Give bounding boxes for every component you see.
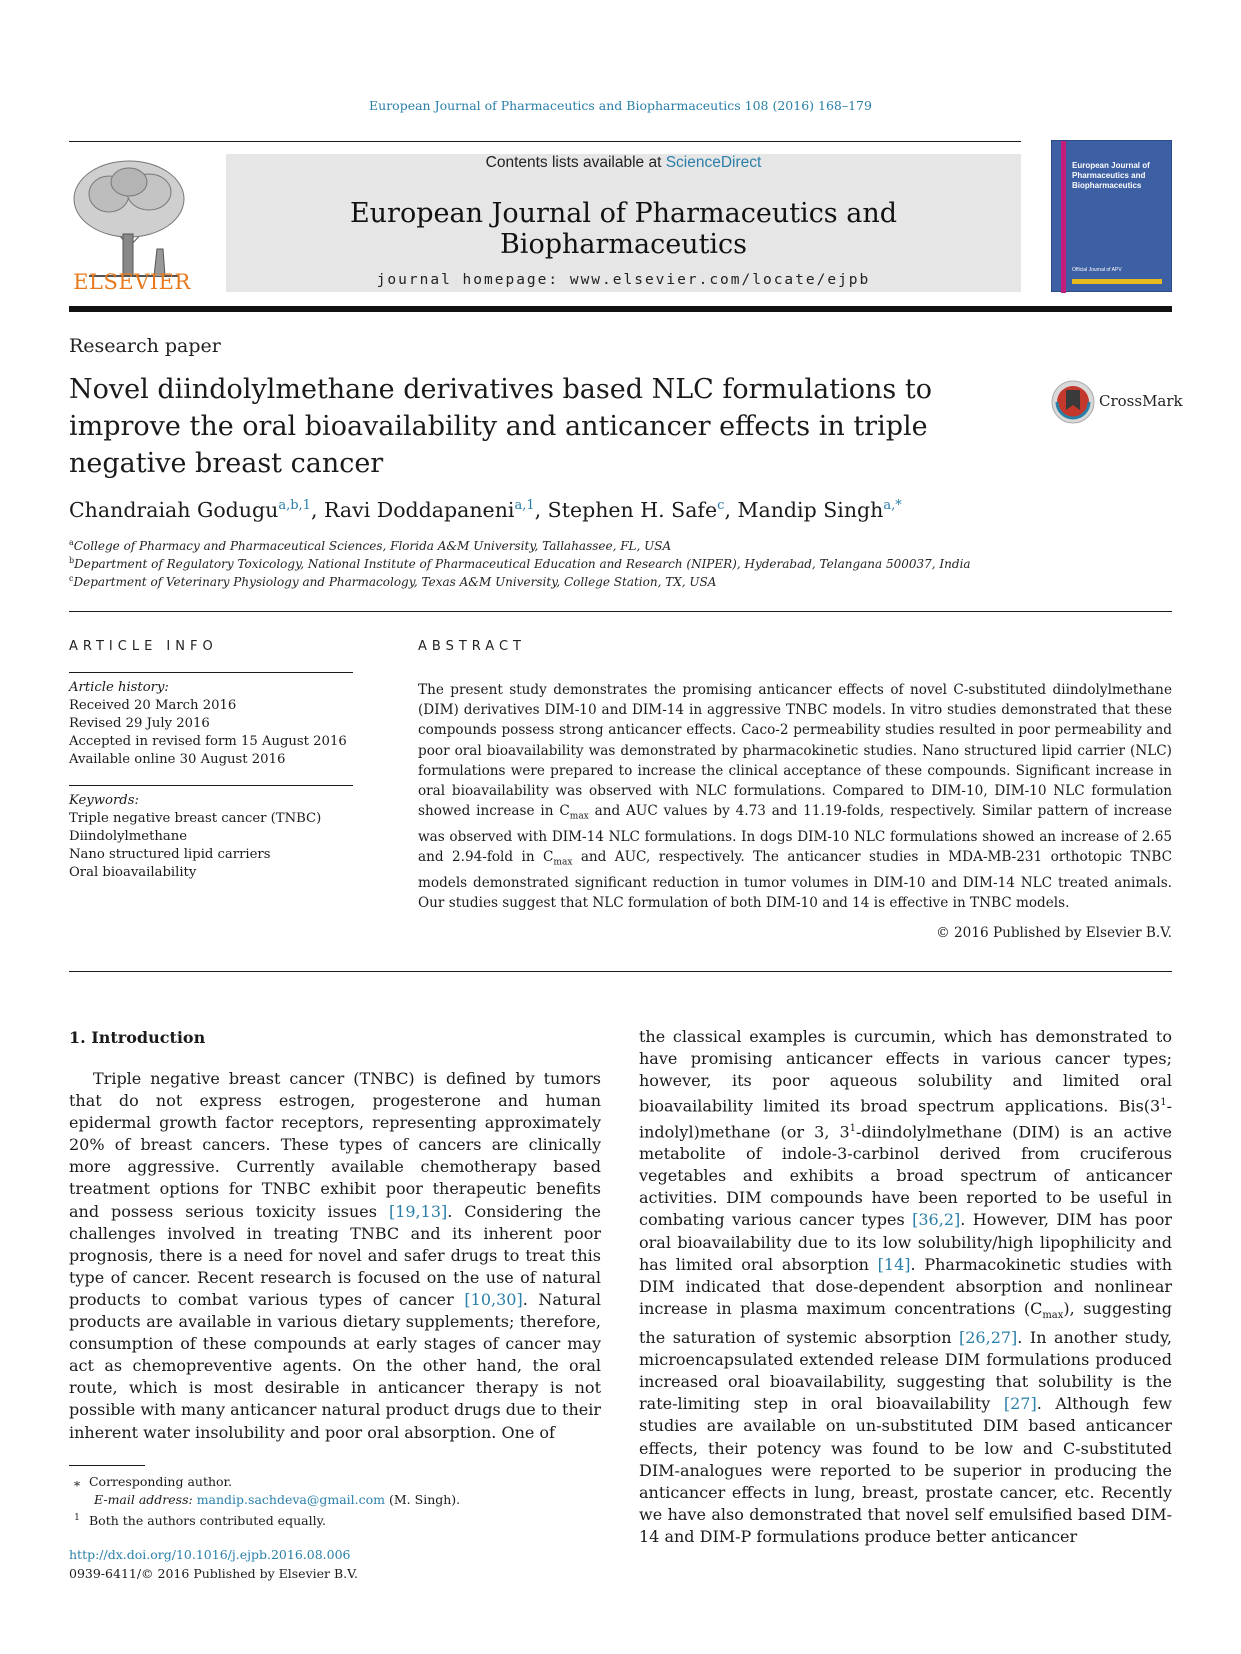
intro-text: . Although few studies are available on un-substituted DIM based anticancer effects, their potency was found to be low and C-substituted DIM-analogues were reported to be superior in producing the anticancer effects in lung, breast, prostate cancer, etc. Recently we have also demonstrated that novel self emulsified based DIM-14 and DIM-P formulations produce better anticancer — [639, 1394, 1172, 1546]
footnote-equal — [69, 1509, 326, 1530]
header-rule — [69, 141, 1021, 142]
affiliation — [69, 556, 971, 571]
contents-prefix: Contents lists available at — [485, 154, 666, 171]
author-affiliation-link[interactable]: a,1 — [514, 498, 535, 514]
intro-subscript: max — [1042, 1309, 1064, 1321]
intro-text: . Considering the challenges involved in treating TNBC and its inherent poor prognosis, there is a need for novel and safer drugs to treat this type of cancer. Recent research is focused on the use of natural products to combat various types of cancer — [69, 1201, 601, 1309]
intro-superscript: 1 — [849, 1122, 857, 1134]
keyword: Triple negative breast cancer (TNBC) — [69, 811, 322, 826]
affiliation-text: Department of Veterinary Physiology and Pharmacology, Texas A&M University, College Station, TX, USA — [73, 575, 717, 589]
contents-line — [226, 154, 1021, 172]
author-name: Mandip Singh — [737, 498, 884, 522]
abstract-part: The present study demonstrates the promising anticancer effects of novel C-substituted diindolylmethane (DIM) derivatives DIM-10 and DIM-14 in aggressive TNBC models. In vitro studies demonstrated that these compounds possess strong anticancer effects. Caco-2 permeability studies resulted in poor permeability and poor oral bioavailability was demonstrated by pharmacokinetic studies. Nano structured lipid carrier (NLC) formulations were prepared to increase the clinical acceptance of these compounds. Significant increase in oral bioavailability was observed with NLC formulations. Compared to DIM-10, DIM-10 NLC formulation showed increase in C — [418, 682, 1172, 820]
intro-text: . Pharmacokinetic studies with DIM indicated that dose-dependent absorption and nonlinear increase in plasma maximum concentrations (C — [639, 1254, 1173, 1318]
abstract-text — [418, 680, 1172, 914]
intro-text: ), suggesting the saturation of systemic absorption — [639, 1298, 1172, 1348]
affiliation-mark: b — [69, 556, 75, 565]
footnote-mark: 1 — [74, 1513, 80, 1523]
intro-superscript: 1 — [1160, 1097, 1167, 1109]
article-info-rule — [69, 672, 353, 673]
sciencedirect-link[interactable]: ScienceDirect — [665, 154, 762, 171]
crossmark-icon[interactable] — [1051, 380, 1095, 424]
intro-paragraph — [639, 1026, 1172, 1548]
footnote-mark: ⁎ — [73, 1474, 81, 1489]
affiliation — [69, 574, 716, 589]
citation-link[interactable]: [19,13] — [388, 1201, 448, 1221]
history-label: Article history: — [69, 680, 169, 695]
email-label: E-mail address: — [94, 1492, 197, 1507]
citation-link[interactable]: [27] — [1003, 1394, 1037, 1414]
intro-text: the classical examples is curcumin, which has demonstrated to have promising anticancer effects in various cancer types; however, its poor aqueous solubility and limited oral bioavailability limited its broad spectrum applications. Bis(3 — [639, 1027, 1172, 1116]
citation-link[interactable]: [26,27] — [959, 1328, 1018, 1348]
cover-bar — [1072, 279, 1162, 284]
author-affiliation-link[interactable]: a,b,1 — [278, 498, 311, 514]
author-name: Ravi Doddapaneni — [323, 498, 515, 522]
abstract-heading: ABSTRACT — [418, 639, 526, 654]
intro-column-left — [69, 1068, 601, 1444]
journal-cover-thumbnail[interactable] — [1051, 140, 1172, 292]
affiliation-mark: c — [69, 574, 74, 583]
abstract-copyright: © 2016 Published by Elsevier B.V. — [936, 925, 1172, 941]
article-info-heading: ARTICLE INFO — [69, 639, 218, 654]
author-separator: , — [534, 498, 548, 522]
citation-link[interactable]: [10,30] — [464, 1289, 523, 1309]
section-rule — [69, 971, 1172, 972]
affiliation-text: Department of Regulatory Toxicology, National Institute of Pharmaceutical Education and Research (NIPER), Hyderabad, Telangana 500037, India — [74, 557, 971, 571]
abstract-subscript: max — [553, 858, 573, 869]
abstract-part: and AUC values by 4.73 and 11.19-folds, respectively. Similar pattern of increase was observed with DIM-14 NLC formulations. In dogs DIM-10 NLC formulations showed an increase of 2.65 and 2.94-fold in C — [418, 803, 1172, 866]
cover-stripe — [1061, 141, 1066, 293]
author-separator: , — [724, 498, 738, 522]
keyword: Diindolylmethane — [69, 829, 188, 844]
issn-line: 0939-6411/© 2016 Published by Elsevier B.V. — [69, 1566, 358, 1581]
intro-column-right — [639, 1026, 1172, 1548]
affiliation — [69, 538, 671, 553]
elsevier-wordmark: ELSEVIER — [73, 270, 191, 294]
abstract-subscript: max — [569, 811, 589, 822]
intro-text: -indolyl)methane (or 3, 3 — [639, 1096, 1172, 1142]
author-list — [69, 498, 902, 522]
section-rule — [69, 611, 1172, 612]
author-affiliation-link[interactable]: c — [717, 498, 725, 514]
title-line: improve the oral bioavailability and anticancer effects in triple — [69, 411, 928, 442]
header-thick-rule — [69, 306, 1172, 312]
intro-text: -diindolylmethane (DIM) is an active metabolite of indole-3-carbinol derived from cruciferous vegetables and exhibits a broad spectrum of anticancer activities. DIM compounds have been reported to be useful in combating various cancer types — [639, 1122, 1172, 1230]
affiliation-text: College of Pharmacy and Pharmaceutical Sciences, Florida A&M University, Tallahassee, FL, USA — [73, 539, 672, 553]
intro-text: . In another study, microencapsulated extended release DIM formulations produced increased oral bioavailability, suggesting that solubility is the rate-limiting step in oral bioavailability — [639, 1328, 1173, 1414]
journal-title: European Journal of Pharmaceutics and Biopharmaceutics — [349, 198, 898, 260]
citation-link[interactable]: [14] — [877, 1254, 911, 1274]
history-item: Available online 30 August 2016 — [69, 752, 286, 767]
keyword: Nano structured lipid carriers — [69, 847, 271, 862]
intro-text: Triple negative breast cancer (TNBC) is defined by tumors that do not express estrogen, progesterone and human epidermal growth factor receptors, representing approximately 20% of breast cancers. These types of cancers are clinically more aggressive. Currently available chemotherapy based treatment options for TNBC exhibit poor therapeutic benefits and possess serious toxicity issues — [69, 1069, 601, 1221]
journal-homepage-link[interactable]: journal homepage: www.elsevier.com/locate/ejpb — [376, 272, 871, 288]
keywords-label: Keywords: — [69, 793, 139, 808]
email-suffix: (M. Singh). — [385, 1492, 461, 1507]
history-item: Accepted in revised form 15 August 2016 — [69, 734, 347, 749]
email-link[interactable]: mandip.sachdeva@gmail.com — [196, 1492, 386, 1507]
cover-footer: Official Journal of APV — [1072, 267, 1122, 273]
crossmark-label[interactable]: CrossMark — [1099, 392, 1183, 410]
intro-text: . However, DIM has poor oral bioavailability due to its low solubility/high lipophilicity and has limited oral absorption — [639, 1210, 1173, 1274]
author-name: Stephen H. Safe — [547, 498, 718, 522]
footnote-rule — [69, 1465, 145, 1466]
author-name: Chandraiah Godugu — [69, 498, 279, 522]
footnote-email — [94, 1491, 460, 1509]
footnote-corresponding — [69, 1473, 232, 1491]
footnote-text: Both the authors contributed equally. — [88, 1513, 326, 1529]
keyword: Oral bioavailability — [69, 865, 197, 880]
title-line: negative breast cancer — [69, 448, 384, 479]
author-affiliation-link[interactable]: a,* — [883, 498, 902, 514]
title-line: Novel diindolylmethane derivatives based NLC formulations to — [69, 374, 932, 405]
footnote-text: Corresponding author. — [88, 1474, 233, 1489]
paper-title — [69, 371, 969, 482]
intro-text: . Natural products are available in various dietary supplements; therefore, consumption of these compounds at early stages of cancer may act as chemopreventive agents. On the other hand, the oral route, which is most desirable in anticancer therapy is not possible with many anticancer natural product drugs due to their inherent water insolubility and poor oral absorption. One of — [69, 1289, 601, 1442]
article-type: Research paper — [69, 335, 221, 357]
introduction-heading: 1. Introduction — [69, 1028, 206, 1047]
keywords-rule — [69, 785, 353, 786]
cover-title: European Journal of Pharmaceutics and Biopharmaceutics — [1072, 161, 1150, 190]
citation-link[interactable]: [36,2] — [912, 1210, 961, 1230]
history-item: Revised 29 July 2016 — [69, 716, 210, 731]
affiliation-mark: a — [69, 538, 74, 547]
doi-link[interactable]: http://dx.doi.org/10.1016/j.ejpb.2016.08.006 — [69, 1547, 351, 1562]
author-separator: , — [310, 498, 324, 522]
journal-reference-link[interactable]: European Journal of Pharmaceutics and Biopharmaceutics 108 (2016) 168–179 — [369, 98, 872, 113]
abstract-part: and AUC, respectively. The anticancer studies in MDA-MB-231 orthotopic TNBC models demonstrated significant reduction in tumor volumes in DIM-10 and DIM-14 NLC treated animals. Our studies suggest that NLC formulation of both DIM-10 and 14 is effective in TNBC models. — [418, 849, 1172, 912]
intro-paragraph — [69, 1068, 601, 1444]
history-item: Received 20 March 2016 — [69, 698, 237, 713]
